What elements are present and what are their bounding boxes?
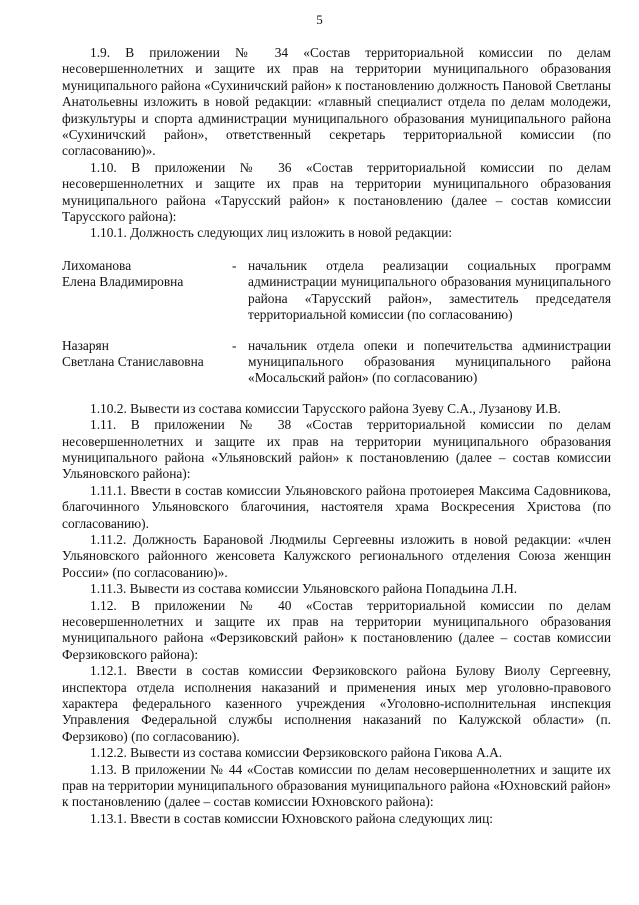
paragraph-1-13: 1.13. В приложении № 44 «Состав комиссии по делам несовершеннолетних и защите их прав на территории муниципального образования муниципального района «Юхновский район» к постановлению (далее – состав комиссии Юхновского района): <box>62 761 611 810</box>
paragraph-1-10: 1.10. В приложении № 36 «Состав территориальной комиссии по делам несовершеннолетних и защите их прав на территории муниципального образования муниципального района «Тарусский район» к постановлению (далее – состав комиссии Тарусского района): <box>62 159 611 225</box>
spacer <box>62 242 611 258</box>
paragraph-1-10-2: 1.10.2. Вывести из состава комиссии Тарусского района Зуеву С.А., Лузанову И.В. <box>90 400 561 416</box>
paragraph-1-12-2: 1.12.2. Вывести из состава комиссии Ферзиковского района Гикова А.А. <box>90 745 503 761</box>
paragraph-1-10-1: 1.10.1. Должность следующих лиц изложить в новой редакции: <box>90 225 453 241</box>
spacer <box>62 387 611 401</box>
paragraph-1-13-1: 1.13.1. Ввести в состав комиссии Юхновского района следующих лиц: <box>90 810 493 826</box>
member-row <box>62 258 611 324</box>
document-body <box>62 45 611 827</box>
member-given-names: Елена Владимировна <box>62 274 184 290</box>
member-dash: - <box>232 257 237 273</box>
member-row <box>62 338 611 387</box>
spacer <box>62 324 611 338</box>
member-name <box>62 338 232 387</box>
member-position: начальник отдела опеки и попечительства администрации муниципального образования муниципального района «Мосальский район» (по согласованию) <box>248 337 611 386</box>
paragraph-1-9: 1.9. В приложении № 34 «Состав территориальной комиссии по делам несовершеннолетних и защите их прав на территории муниципального образования муниципального района «Сухиничский район» к постановлению должность Пановой Светланы Анатольевны изложить в новой редакции: «главный специалист отдела по делам молодежи, физкультуры и спорта администрации муниципального образования муниципального района «Сухиничский район», ответственный секретарь территориальной комиссии (по согласованию)». <box>62 45 611 159</box>
member-surname: Лихоманова <box>62 257 132 273</box>
member-name <box>62 258 232 324</box>
paragraph-1-11-2: 1.11.2. Должность Барановой Людмилы Сергеевны изложить в новой редакции: «член Ульяновского районного женсовета Калужского регионального отделения Союза женщин России» (по согласованию)». <box>62 531 611 580</box>
member-position: начальник отдела реализации социальных программ администрации муниципального образования муниципального района «Тарусский район», заместитель председателя территориальной комиссии (по согласованию) <box>248 257 611 323</box>
page-number: 5 <box>316 12 323 27</box>
paragraph-1-11-3: 1.11.3. Вывести из состава комиссии Ульяновского района Попадьина Л.Н. <box>90 581 518 597</box>
member-dash: - <box>232 337 237 353</box>
paragraph-1-11: 1.11. В приложении № 38 «Состав территориальной комиссии по делам несовершеннолетних и защите их прав на территории муниципального образования муниципального района «Ульяновский район» к постановлению (далее – состав комиссии Ульяновского района): <box>62 417 611 482</box>
member-given-names: Светлана Станиславовна <box>62 353 204 369</box>
paragraph-1-12-1: 1.12.1. Ввести в состав комиссии Ферзиковского района Булову Виолу Сергеевну, инспектора отдела исполнения наказаний и применения иных мер уголовно-правового характера федерального казенного учреждения «Уголовно-исполнительная инспекция Управления Федеральной службы исполнения наказаний по Калужской области» (п. Ферзиково) (по согласованию). <box>62 663 611 744</box>
paragraph-1-12: 1.12. В приложении № 40 «Состав территориальной комиссии по делам несовершеннолетних и защите их прав на территории муниципального образования муниципального района «Ферзиковский район» к постановлению (далее – состав комиссии Ферзиковского района): <box>62 597 611 662</box>
member-surname: Назарян <box>62 337 109 353</box>
paragraph-1-11-1: 1.11.1. Ввести в состав комиссии Ульяновского района протоиерея Максима Садовникова, благочинного Ульяновского благочиния, настоятеля храма Воскресения Христова (по согласованию). <box>62 482 611 531</box>
